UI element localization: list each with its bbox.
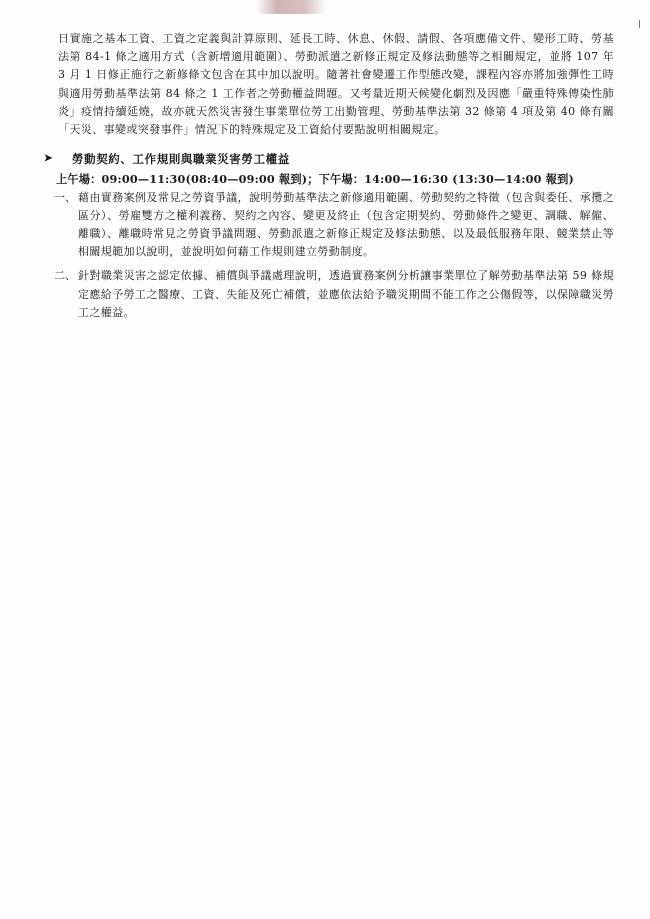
list-item-text: 藉由實務案例及常見之勞資爭議，說明勞動基準法之新修適用範圍、勞動契約之特徵（包含與委任、承攬之區分）、勞雇雙方之權利義務、契約之內容、變更及終止（包含定期契約、勞動條件之變更、調職、解僱、離職）、離職時常見之勞資爭議問題、勞動派遣之新修正規定及修法動態、以及最低服務年限、競業禁止等相關規範加以說明，並說明如何藉工作規則建立勞動制度。 <box>78 190 614 259</box>
section-heading <box>44 150 614 168</box>
arrow-bullet-icon: ➤ <box>44 153 53 165</box>
scan-edge-mark <box>639 20 640 28</box>
list-item <box>54 267 614 322</box>
intro-paragraph: 日實施之基本工資、工資之定義與計算原則、延長工時、休息、休假、請假、各項應備文件、變形工時、勞基法第 84-1 條之適用方式（含新增適用範圍）、勞動派遣之新修正規定及修法動態等之相關規定，並將 107 年 3 月 1 日修正施行之新修條文包含在其中加以說明。隨著社會變遷工作型態改變，課程內容亦將加強彈性工時與適用勞動基準法第 84 條之 1 工作者之勞動權益問題。又考量近期天候變化劇烈及因應「嚴重特殊傳染性肺炎」疫情持續延燒，故亦就天然災害發生事業單位勞工出勤管理、勞動基準法第 32 條第 4 項及第 40 條有關「天災、事變或突發事件」情況下的特殊規定及工資給付要點說明相關規定。 <box>58 32 614 137</box>
list-item-text: 針對職業災害之認定依據、補償與爭議處理說明，透過實務案例分析讓事業單位了解勞動基準法第 59 條規定應給予勞工之醫療、工資、失能及死亡補償，並應依法給予職災期間不能工作之公傷假等，以保障職災勞工之權益。 <box>78 269 614 319</box>
session-schedule: 上午場：09:00—11:30(08:40—09:00 報到)；下午場：14:00—16:30 (13:30—14:00 報到) <box>56 172 574 187</box>
list-item-number: 二、 <box>54 269 76 283</box>
list-item-number: 一、 <box>54 190 76 204</box>
scan-stamp-mark <box>256 0 326 14</box>
list-item <box>54 189 614 262</box>
document-body <box>44 30 614 322</box>
section-title: 勞動契約、工作規則與職業災害勞工權益 <box>72 152 290 167</box>
